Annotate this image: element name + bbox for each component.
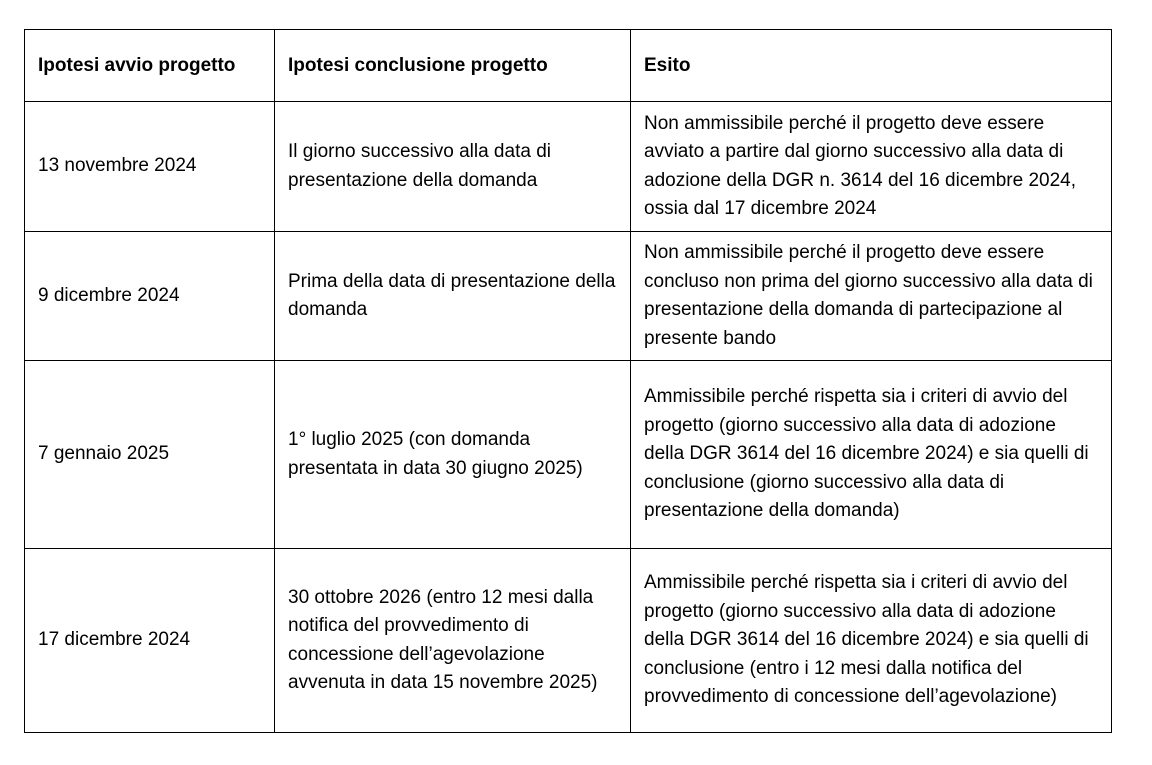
cell-conclusione: 1° luglio 2025 (con domanda presentata in data 30 giugno 2025) — [275, 361, 631, 549]
header-esito: Esito — [631, 30, 1112, 102]
header-ipotesi-avvio: Ipotesi avvio progetto — [25, 30, 275, 102]
cell-avvio: 13 novembre 2024 — [25, 102, 275, 232]
eligibility-table — [24, 29, 1112, 733]
header-ipotesi-conclusione: Ipotesi conclusione progetto — [275, 30, 631, 102]
table-header-row — [25, 30, 1112, 102]
cell-avvio: 17 dicembre 2024 — [25, 549, 275, 733]
cell-esito: Non ammissibile perché il progetto deve essere concluso non prima del giorno successivo alla data di presentazione della domanda di partecipazione al presente bando — [631, 232, 1112, 361]
cell-conclusione: 30 ottobre 2026 (entro 12 mesi dalla notifica del provvedimento di concessione dell’agevolazione avvenuta in data 15 novembre 2025) — [275, 549, 631, 733]
cell-avvio: 7 gennaio 2025 — [25, 361, 275, 549]
cell-avvio: 9 dicembre 2024 — [25, 232, 275, 361]
cell-conclusione: Il giorno successivo alla data di presentazione della domanda — [275, 102, 631, 232]
table-row — [25, 549, 1112, 733]
cell-esito: Ammissibile perché rispetta sia i criteri di avvio del progetto (giorno successivo alla data di adozione della DGR 3614 del 16 dicembre 2024) e sia quelli di conclusione (entro i 12 mesi dalla notifica del provvedimento di concessione dell’agevolazione) — [631, 549, 1112, 733]
table-row — [25, 361, 1112, 549]
table-row — [25, 102, 1112, 232]
cell-esito: Ammissibile perché rispetta sia i criteri di avvio del progetto (giorno successivo alla data di adozione della DGR 3614 del 16 dicembre 2024) e sia quelli di conclusione (giorno successivo alla data di presentazione della domanda) — [631, 361, 1112, 549]
cell-esito: Non ammissibile perché il progetto deve essere avviato a partire dal giorno successivo alla data di adozione della DGR n. 3614 del 16 dicembre 2024, ossia dal 17 dicembre 2024 — [631, 102, 1112, 232]
cell-conclusione: Prima della data di presentazione della domanda — [275, 232, 631, 361]
table-row — [25, 232, 1112, 361]
